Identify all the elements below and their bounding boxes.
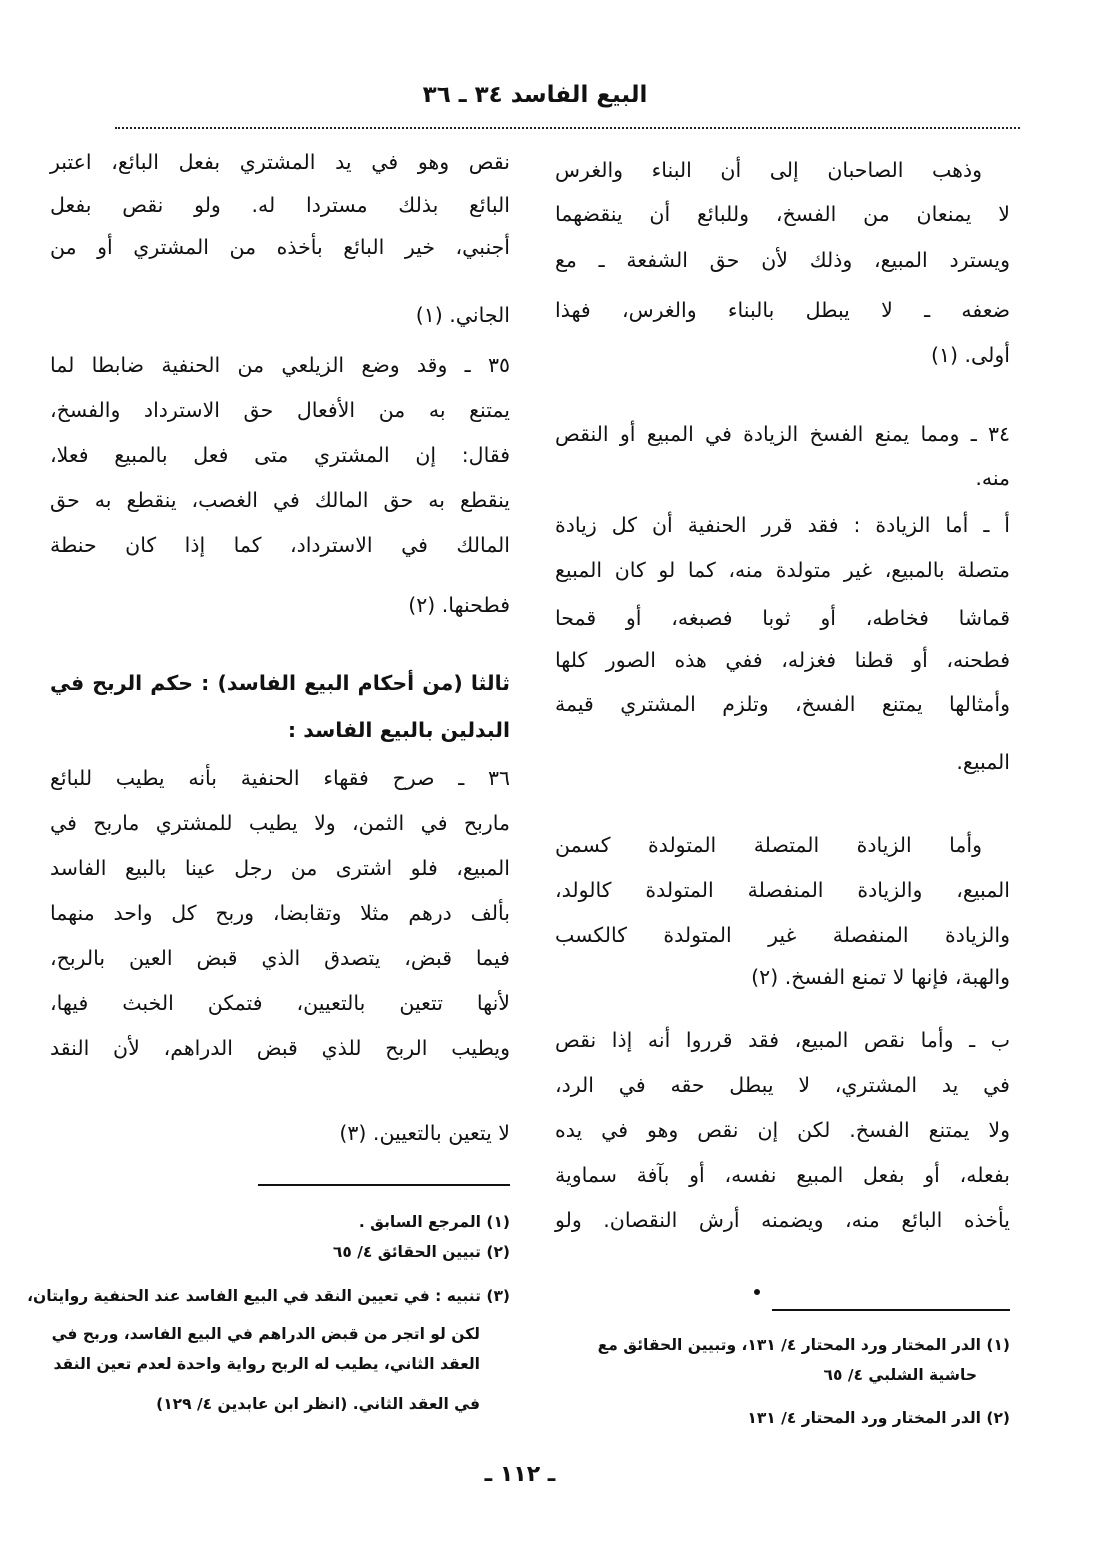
text-line: يأخذه البائع منه، ويضمنه أرش النقصان. ولو	[555, 1208, 1010, 1232]
text-line: متصلة بالمبيع، غير متولدة منه، كما لو كان المبيع	[555, 558, 1010, 582]
text-line: الجاني. (١)	[415, 303, 510, 327]
text-line: المبيع، فلو اشترى من رجل عينا بالبيع الفاسد	[50, 856, 510, 880]
text-line: وأمثالها يمتنع الفسخ، وتلزم المشتري قيمة	[555, 692, 1010, 716]
text-line: نقص وهو في يد المشتري بفعل البائع، اعتبر	[50, 150, 510, 174]
footnote: لكن لو اتجر من قبض الدراهم في البيع الفاسد، وربح في	[51, 1325, 480, 1343]
text-line: أجنبي، خير البائع بأخذه من المشتري أو من	[50, 235, 510, 259]
footnote: العقد الثاني، يطيب له الربح رواية واحدة لعدم تعين النقد	[53, 1355, 480, 1373]
text-line: البائع بذلك مستردا له. ولو نقص بفعل	[50, 193, 510, 217]
page-number: ـ ١١٢ ـ	[484, 1462, 556, 1487]
footnote: (١) الدر المختار ورد المحتار ٤/ ١٣١، وتبيين الحقائق مع	[597, 1336, 1010, 1354]
header-divider	[115, 127, 1020, 129]
text-line: ٣٥ ـ وقد وضع الزيلعي من الحنفية ضابطا لما	[50, 353, 510, 377]
text-line: قماشا فخاطه، أو ثوبا فصبغه، أو قمحا	[555, 606, 1010, 630]
text-line: فطحنه، أو قطنا فغزله، ففي هذه الصور كلها	[555, 648, 1010, 672]
text-line: بفعله، أو بفعل المبيع نفسه، أو بآفة سماوية	[555, 1163, 1010, 1187]
section-heading: ثالثا (من أحكام البيع الفاسد) : حكم الربح في	[50, 671, 510, 695]
text-line: بألف درهم مثلا وتقابضا، وربح كل واحد منهما	[50, 901, 510, 925]
text-line: فيما قبض، يتصدق الذي قبض العين بالربح،	[50, 946, 510, 970]
text-line: في يد المشتري، لا يبطل حقه في الرد،	[555, 1073, 1010, 1097]
text-line: أولى. (١)	[931, 343, 1010, 367]
text-line: ضعفه ـ لا يبطل بالبناء والغرس، فهذا	[555, 298, 1010, 322]
footnote: حاشية الشلبي ٤/ ٦٥	[823, 1366, 977, 1384]
text-line: ٣٤ ـ ومما يمنع الفسخ الزيادة في المبيع أو النقص	[555, 422, 1010, 446]
text-line: ويطيب الربح للذي قبض الدراهم، لأن النقد	[50, 1036, 510, 1060]
running-header: البيع الفاسد ٣٤ ـ ٣٦	[422, 82, 648, 108]
text-line: ويسترد المبيع، وذلك لأن حق الشفعة ـ مع	[555, 248, 1010, 272]
section-heading: البدلين بالبيع الفاسد :	[287, 718, 510, 742]
text-line: ماربح في الثمن، ولا يطيب للمشتري ماربح في	[50, 811, 510, 835]
text-line: المبيع، والزيادة المنفصلة المتولدة كالولد،	[555, 878, 1010, 902]
text-line: ب ـ وأما نقص المبيع، فقد قرروا أنه إذا نقص	[555, 1028, 1010, 1052]
text-line: أ ـ أما الزيادة : فقد قرر الحنفية أن كل زيادة	[555, 513, 1010, 537]
text-line: منه.	[975, 466, 1010, 490]
footnote: (١) المرجع السابق .	[358, 1213, 510, 1231]
text-line: وأما الزيادة المتصلة المتولدة كسمن	[555, 833, 982, 857]
text-line: يمتنع به من الأفعال حق الاسترداد والفسخ،	[50, 398, 510, 422]
footnote: (٢) تبيين الحقائق ٤/ ٦٥	[332, 1243, 510, 1261]
text-line: ينقطع به حق المالك في الغصب، ينقطع به حق	[50, 488, 510, 512]
text-line: ٣٦ ـ صرح فقهاء الحنفية بأنه يطيب للبائع	[50, 766, 510, 790]
footnote-rule	[772, 1309, 1010, 1311]
footnote: في العقد الثاني. (انظر ابن عابدين ٤/ ١٢٩)	[156, 1395, 480, 1413]
ornament-dot	[754, 1289, 760, 1295]
text-line: فقال: إن المشتري متى فعل بالمبيع فعلا،	[50, 443, 510, 467]
text-line: والزيادة المنفصلة غير المتولدة كالكسب	[555, 923, 1010, 947]
text-line: فطحنها. (٢)	[408, 593, 510, 617]
text-line: ولا يمتنع الفسخ. لكن إن نقص وهو في يده	[555, 1118, 1010, 1142]
text-line: لا يمنعان من الفسخ، وللبائع أن ينقضهما	[555, 202, 1010, 226]
text-line: لا يتعين بالتعيين. (٣)	[339, 1121, 510, 1145]
text-line: المالك في الاسترداد، كما إذا كان حنطة	[50, 533, 510, 557]
text-line: لأنها تتعين بالتعيين، فتمكن الخبث فيها،	[50, 991, 510, 1015]
footnote: (٣) تنبيه : في تعيين النقد في البيع الفاسد عند الحنفية روايتان،	[27, 1287, 510, 1305]
text-line: وذهب الصاحبان إلى أن البناء والغرس	[555, 158, 982, 182]
text-line: المبيع.	[956, 750, 1010, 774]
footnote-rule	[258, 1184, 510, 1186]
footnote: (٢) الدر المختار ورد المحتار ٤/ ١٣١	[747, 1409, 1010, 1427]
text-line: والهبة، فإنها لا تمنع الفسخ. (٢)	[751, 965, 1010, 989]
